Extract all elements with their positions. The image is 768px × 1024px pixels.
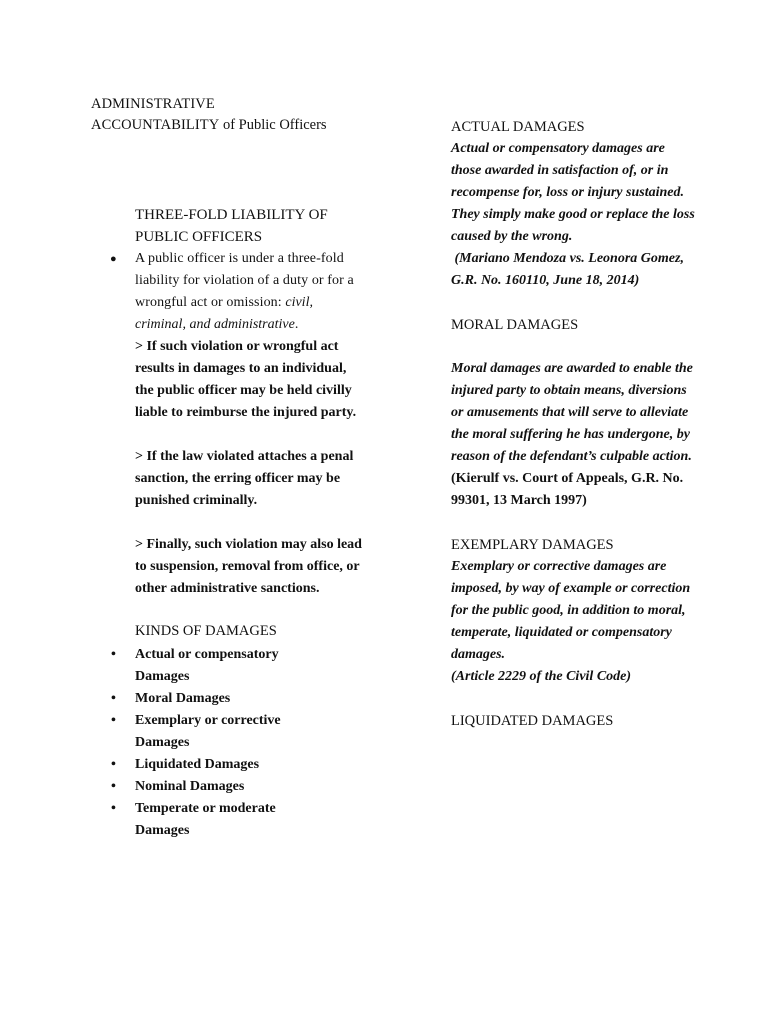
- list-item: [91, 710, 325, 754]
- kinds-of-damages-heading: KINDS OF DAMAGES: [135, 623, 277, 639]
- title-line-2: [91, 115, 391, 136]
- kinds-of-damages-list: [91, 644, 391, 842]
- list-item-text: Nominal Damages: [135, 779, 245, 794]
- three-fold-bullet-end: .: [294, 317, 299, 332]
- spacer: [451, 336, 696, 358]
- bullet-icon: •: [111, 757, 116, 772]
- spacer: [451, 688, 696, 710]
- actual-damages-citation: (Mariano Mendoza vs. Leonora Gomez, G.R. No. 160110, June 18, 2014): [451, 251, 688, 288]
- list-item: [91, 644, 325, 688]
- list-item: [91, 776, 325, 798]
- civil-liability-paragraph: > If such violation or wrongful act results in damages to an individual, the public officer may be held civilly liable to reimburse the injured party.: [135, 339, 357, 420]
- bullet-icon: •: [111, 691, 116, 706]
- title-line-2-caps: ACCOUNTABILITY: [91, 117, 220, 133]
- exemplary-damages-citation: (Article 2229 of the Civil Code): [451, 669, 632, 684]
- left-column: [91, 94, 391, 842]
- actual-damages-heading: ACTUAL DAMAGES: [451, 119, 585, 135]
- list-item-text: Exemplary or corrective Damages: [135, 713, 281, 750]
- administrative-liability-paragraph: > Finally, such violation may also lead to suspension, removal from office, or other administrative sanctions.: [135, 537, 362, 596]
- bullet-dot-icon: ●: [110, 253, 117, 265]
- spacer: [451, 292, 696, 314]
- bullet-icon: •: [111, 801, 116, 816]
- list-item-text: Liquidated Damages: [135, 757, 260, 772]
- bullet-icon: •: [111, 713, 116, 728]
- criminal-liability-paragraph: > If the law violated attaches a penal sanction, the erring officer may be punished criminally.: [135, 449, 354, 508]
- three-fold-bullet: [91, 248, 365, 336]
- three-fold-bullet-text: A public officer is under a three-fold liability for violation of a duty or for a wrongful act or omission:: [135, 251, 354, 310]
- title-line-1: ADMINISTRATIVE: [91, 96, 215, 112]
- bullet-icon: •: [111, 647, 116, 662]
- list-item-text: Actual or compensatory Damages: [135, 647, 279, 684]
- document-title: [91, 94, 391, 136]
- moral-damages-heading: MORAL DAMAGES: [451, 317, 579, 333]
- exemplary-damages-heading: EXEMPLARY DAMAGES: [451, 537, 614, 553]
- list-item: [91, 688, 325, 710]
- spacer: [91, 512, 391, 534]
- actual-damages-text: Actual or compensatory damages are those awarded in satisfaction of, or in recompense for, loss or injury sustained. They simply make good or replace the loss caused by the wrong.: [451, 141, 695, 244]
- moral-damages-citation: (Kierulf vs. Court of Appeals, G.R. No. 99301, 13 March 1997): [451, 471, 684, 508]
- list-item-text: Temperate or moderate Damages: [135, 801, 276, 838]
- moral-damages-text: Moral damages are awarded to enable the injured party to obtain means, diversions or amusements that will serve to alleviate the moral suffering he has undergone, by reason of the defendant’s culpable action.: [451, 361, 693, 464]
- list-item: [91, 798, 325, 842]
- liquidated-damages-heading: LIQUIDATED DAMAGES: [451, 713, 614, 729]
- right-column: [451, 116, 696, 732]
- spacer: [91, 424, 391, 446]
- three-fold-heading: THREE-FOLD LIABILITY OF PUBLIC OFFICERS: [135, 207, 328, 245]
- bullet-icon: •: [111, 779, 116, 794]
- exemplary-damages-text: Exemplary or corrective damages are imposed, by way of example or correction for the public good, in addition to moral, temperate, liquidated or compensatory damages.: [451, 559, 691, 662]
- list-item: [91, 754, 325, 776]
- list-item-text: Moral Damages: [135, 691, 231, 706]
- spacer: [451, 512, 696, 534]
- title-line-2-rest: of Public Officers: [219, 117, 327, 133]
- three-fold-bullet-italic: civil, criminal, and administrative: [135, 295, 313, 332]
